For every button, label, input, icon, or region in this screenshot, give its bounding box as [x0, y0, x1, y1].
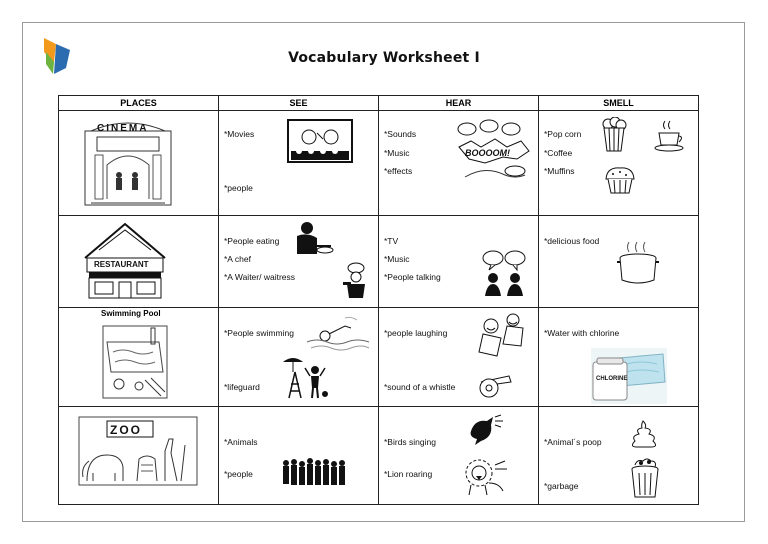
- header-places: PLACES: [59, 96, 219, 111]
- table-row: [59, 407, 699, 505]
- header-smell: SMELL: [539, 96, 699, 111]
- chef-icon: [341, 262, 371, 302]
- smell-cell-zoo: [539, 407, 699, 505]
- list-item: *Water with chlorine: [544, 328, 620, 338]
- swimmer-icon: [305, 314, 371, 354]
- see-cell-restaurant: [219, 216, 379, 308]
- list-item: *people: [224, 469, 253, 479]
- list-item: *garbage: [544, 481, 579, 491]
- roaring-lion-icon: [463, 457, 511, 497]
- worksheet-title: Vocabulary Worksheet I: [288, 50, 480, 66]
- swimming-pool-label: Swimming Pool: [101, 309, 161, 318]
- list-item: *Pop corn: [544, 129, 582, 139]
- smell-cell-restaurant: [539, 216, 699, 308]
- list-item: *Lion roaring: [384, 469, 433, 479]
- lifeguard-icon: [281, 354, 331, 400]
- table-row: [59, 216, 699, 308]
- list-item: *Birds singing: [384, 437, 436, 447]
- whistle-icon: [475, 370, 515, 400]
- header-hear: HEAR: [379, 96, 539, 111]
- list-item: *Music: [384, 148, 410, 158]
- laughing-people-icon: [475, 312, 529, 360]
- hear-cell-cinema: [379, 111, 539, 216]
- vocabulary-table: [58, 95, 699, 505]
- hear-cell-zoo: [379, 407, 539, 505]
- list-item: *A Waiter/ waitress: [224, 272, 296, 282]
- list-item: *People swimming: [224, 328, 294, 338]
- list-item: *Coffee: [544, 148, 573, 158]
- muffin-icon: [603, 165, 637, 195]
- place-cell-pool: [59, 308, 219, 407]
- list-item: *people: [224, 183, 253, 193]
- hear-cell-restaurant: [379, 216, 539, 308]
- restaurant-sign: RESTAURANT: [94, 260, 149, 269]
- people-talking-icon: [481, 250, 527, 298]
- list-item: *A chef: [224, 254, 251, 264]
- list-item: *sound of a whistle: [384, 382, 456, 392]
- popcorn-icon: [601, 117, 627, 153]
- header-see: SEE: [219, 96, 379, 111]
- crowd-icon: [281, 457, 347, 487]
- list-item: *Animal´s poop: [544, 437, 602, 447]
- coffee-cup-icon: [653, 119, 687, 153]
- place-cell-zoo: [59, 407, 219, 505]
- list-item: *people laughing: [384, 328, 448, 338]
- list-item: *effects: [384, 166, 413, 176]
- table-row: [59, 308, 699, 407]
- list-item: *People eating: [224, 236, 280, 246]
- chlorine-label: CHLORINE: [596, 376, 628, 382]
- hear-cell-pool: [379, 308, 539, 407]
- see-cell-cinema: [219, 111, 379, 216]
- see-cell-zoo: [219, 407, 379, 505]
- movie-audience-icon: [287, 119, 353, 163]
- cooking-pot-icon: [615, 240, 661, 286]
- list-item: *Movies: [224, 129, 255, 139]
- list-item: *People talking: [384, 272, 441, 282]
- list-item: *lifeguard: [224, 382, 260, 392]
- table-row: [59, 111, 699, 216]
- list-item: *Animals: [224, 437, 258, 447]
- cinema-sign: CINEMA: [97, 123, 149, 134]
- boom-text: BOOOOM!: [465, 148, 510, 158]
- singing-bird-icon: [465, 411, 505, 447]
- person-eating-icon: [291, 220, 335, 262]
- see-cell-pool: [219, 308, 379, 407]
- swimming-pool-illustration: [99, 322, 171, 402]
- place-cell-restaurant: [59, 216, 219, 308]
- smell-cell-pool: [539, 308, 699, 407]
- garbage-can-icon: [629, 457, 661, 499]
- list-item: *delicious food: [544, 236, 600, 246]
- place-cell-cinema: [59, 111, 219, 216]
- smell-cell-cinema: [539, 111, 699, 216]
- list-item: *Music: [384, 254, 410, 264]
- zoo-sign: ZOO: [110, 423, 142, 437]
- list-item: *TV: [384, 236, 399, 246]
- poop-icon: [629, 419, 659, 449]
- list-item: *Muffins: [544, 166, 575, 176]
- list-item: *Sounds: [384, 129, 417, 139]
